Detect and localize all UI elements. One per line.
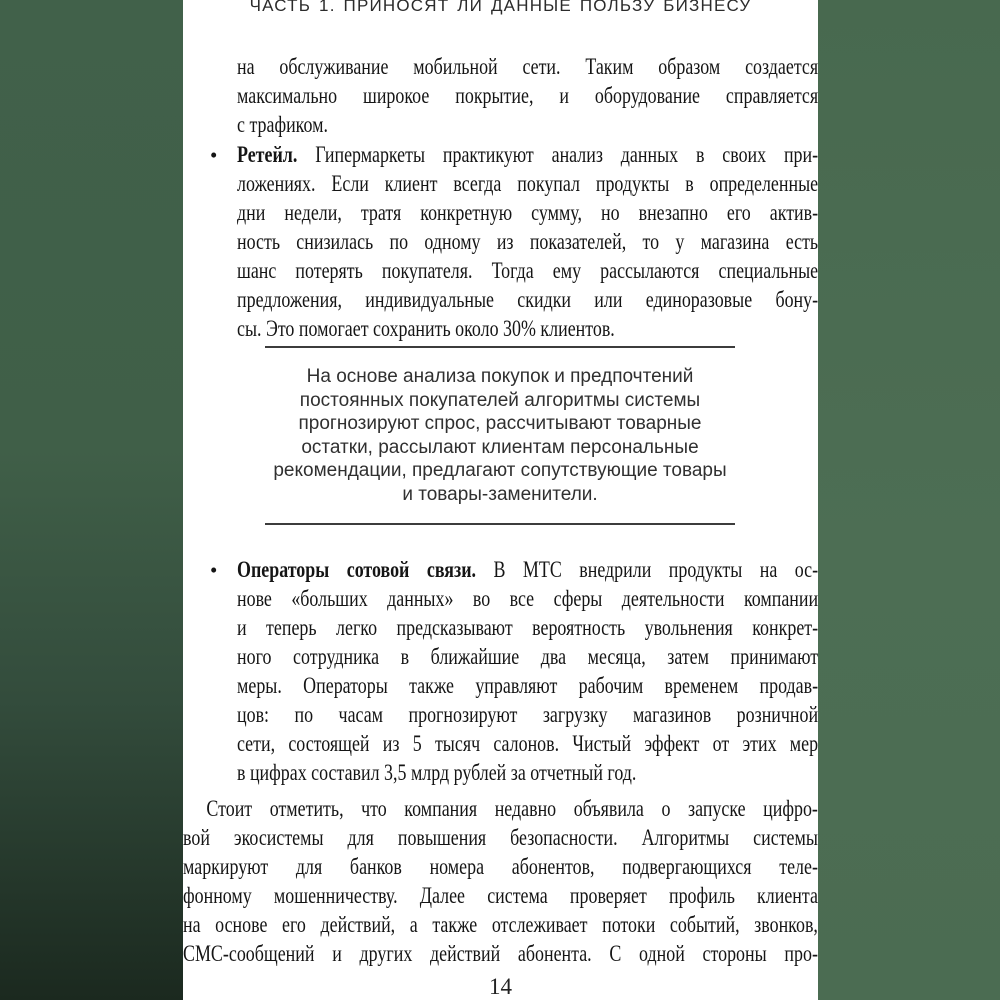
text-line: СМС-сообщений и других действий абонента. С одной стороны про- — [183, 941, 818, 966]
bullet-item-retail — [183, 140, 818, 343]
text-line: шанс потерять покупателя. Тогда ему рассылаются специальные — [237, 258, 819, 283]
book-page — [183, 0, 818, 1000]
quote-line: рекомендации, предлагают сопутствующие товары — [273, 460, 727, 482]
text-line: ного сотрудника в ближайшие два месяца, затем принимают — [237, 644, 819, 669]
text-line: ложениях. Если клиент всегда покупал продукты в определенные — [237, 171, 819, 196]
text-line: и теперь легко предсказывают вероятность увольнения конкрет- — [237, 615, 819, 640]
text-line: с трафиком. — [237, 112, 328, 137]
closing-paragraph — [183, 794, 997, 968]
text-line: на основе его действий, а также отслеживает потоки событий, звонков, — [183, 912, 818, 937]
text-line: предложения, индивидуальные скидки или единоразовые бону- — [237, 287, 819, 312]
text-run: В МТС внедрили продукты на ос- — [476, 557, 819, 582]
intro-paragraph — [237, 52, 982, 139]
bullet-icon: • — [210, 143, 218, 167]
quote-line: остатки, рассылают клиентам персональные — [301, 436, 699, 458]
running-head: ЧАСТЬ 1. ПРИНОСЯТ ЛИ ДАННЫЕ ПОЛЬЗУ БИЗНЕСУ — [249, 0, 752, 15]
text-line: Стоит отметить, что компания недавно объявила о запуске цифро- — [206, 796, 818, 821]
text-line: максимально широкое покрытие, и оборудование справляется — [237, 83, 819, 108]
text-line: маркируют для банков номера абонентов, подвергающихся теле- — [183, 854, 818, 879]
text-line: на обслуживание мобильной сети. Таким образом создается — [237, 54, 819, 79]
text-line — [237, 140, 818, 169]
text-line: фонному мошенничеству. Далее система проверяет профиль клиента — [183, 883, 818, 908]
bullet-icon: • — [210, 558, 218, 582]
text-line: цов: по часам прогнозируют загрузку магазинов розничной — [237, 702, 819, 727]
text-line: вой экосистемы для повышения безопасности. Алгоритмы системы — [183, 825, 818, 850]
quote-line: постоянных покупателей алгоритмы системы — [299, 389, 701, 411]
pull-quote — [265, 346, 735, 525]
text-line: ность снизилась по одному из показателей, то у магазина есть — [237, 229, 819, 254]
left-margin-background — [0, 0, 183, 1000]
text-line: сети, состоящей из 5 тысяч салонов. Чистый эффект от этих мер — [237, 731, 819, 756]
bullet-lead: Операторы сотовой связи. — [237, 557, 477, 582]
text-line: в цифрах составил 3,5 млрд рублей за отчетный год. — [237, 760, 637, 785]
text-line — [237, 555, 818, 584]
text-run: Гипермаркеты практикуют анализ данных в своих при- — [297, 142, 819, 167]
quote-line: прогнозируют спрос, рассчитывают товарные — [298, 413, 702, 435]
page-number: 14 — [489, 974, 512, 999]
text-line: дни недели, тратя конкретную сумму, но внезапно его актив- — [237, 200, 819, 225]
bullet-lead: Ретейл. — [237, 142, 298, 167]
text-line: меры. Операторы также управляют рабочим временем продав- — [237, 673, 819, 698]
text-line: сы. Это помогает сохранить около 30% клиентов. — [237, 316, 615, 341]
bullet-item-operators — [183, 555, 818, 787]
quote-line: и товары-заменители. — [402, 483, 598, 505]
quote-line: На основе анализа покупок и предпочтений — [306, 366, 694, 387]
text-line: нове «больших данных» во все сферы деятельности компании — [237, 586, 819, 611]
